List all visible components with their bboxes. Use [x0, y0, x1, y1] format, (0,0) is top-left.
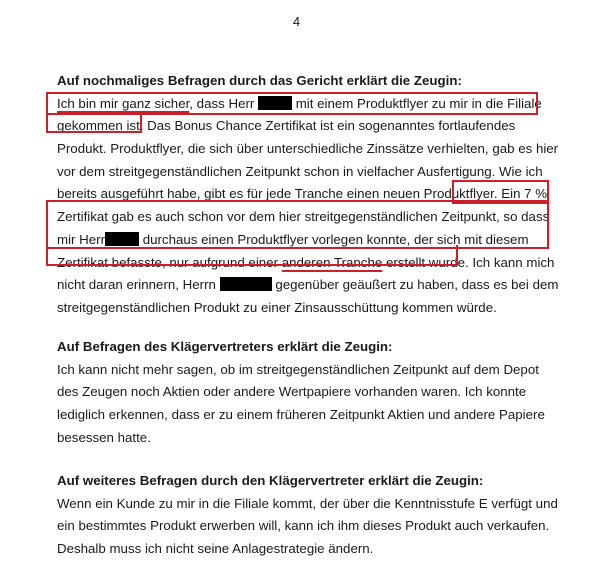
- text-line: ein bestimmtes Produkt erwerben will, kann ich ihm dieses Produkt auch verkaufen.: [57, 518, 550, 534]
- redaction-bar: [220, 277, 272, 291]
- text-segment: Zertifikat gab es auch schon vor dem hier streitgegenständlichen Zeitpunkt, so dass: [57, 209, 550, 225]
- text-segment: nicht daran erinnern, Herrn: [57, 277, 216, 293]
- text-segment: mir Herr: [57, 231, 106, 247]
- text-line: [57, 93, 557, 116]
- text-segment: Zertifikat befasste, nur aufgrund einer: [57, 254, 282, 270]
- text-line: des Zeugen noch Aktien oder andere Wertpapiere vorhanden waren. Ich konnte: [57, 384, 527, 400]
- text-line: [57, 252, 557, 275]
- text-line: Deshalb muss ich nicht seine Anlagestrategie ändern.: [57, 541, 374, 557]
- text-segment: Ich kann mich: [468, 254, 555, 270]
- text-segment: durchaus einen Produktflyer vorlegen konnte, der sich mit diesem: [139, 231, 529, 247]
- section-court-questioning: [57, 70, 557, 320]
- underlined-phrase: anderen Tranche: [281, 254, 383, 270]
- text-line: lediglich erkennen, dass er zu einem früheren Zeitpunkt Aktien und andere Papiere: [57, 407, 545, 423]
- redaction-bar: [105, 232, 139, 246]
- text-segment: streitgegenständlichen Produkt zu einer Zinsausschüttung kommen würde.: [57, 299, 497, 315]
- text-line: [57, 115, 557, 138]
- testimony-paragraph: [57, 493, 557, 561]
- text-line: [57, 297, 557, 320]
- text-segment: Das Bonus Chance Zertifikat ist ein sogenanntes fortlaufendes: [143, 118, 516, 134]
- text-line: [57, 274, 557, 297]
- text-segment: Ein 7 %: [497, 186, 548, 202]
- text-line: [57, 206, 557, 229]
- section-heading: Auf nochmaliges Befragen durch das Gericht erklärt die Zeugin:: [57, 73, 462, 88]
- section-heading: Auf Befragen des Klägervertreters erklärt die Zeugin:: [57, 339, 393, 354]
- text-line: [57, 183, 557, 206]
- text-line: [57, 161, 557, 184]
- text-line: besessen hatte.: [57, 429, 151, 445]
- text-segment: gekommen ist.: [57, 118, 144, 134]
- text-segment: erstellt wurde.: [382, 254, 469, 270]
- page-number: 4: [292, 14, 301, 29]
- testimony-paragraph: [57, 93, 557, 320]
- text-segment: Produkt. Produktflyer, die sich über unterschiedliche Zinssätze verhielten, gab es hier: [57, 141, 559, 157]
- section-further-questioning: [57, 470, 557, 561]
- section-plaintiff-questioning: [57, 336, 557, 449]
- text-segment: , dass Herr: [189, 95, 255, 111]
- section-heading: Auf weiteres Befragen durch den Klägervertreter erklärt die Zeugin:: [57, 473, 484, 488]
- underlined-phrase: Ich bin mir ganz sicher: [57, 95, 190, 111]
- text-segment: bereits ausgeführt habe, gibt es für jede Tranche einen neuen Produktflyer.: [57, 186, 498, 202]
- redaction-bar: [258, 96, 292, 110]
- text-line: Wenn ein Kunde zu mir in die Filiale kommt, der über die Kenntnisstufe E verfügt und: [57, 495, 558, 511]
- testimony-paragraph: [57, 359, 557, 450]
- text-segment: vor dem streitgegenständlichen Zeitpunkt schon in vielfacher Ausfertigung. Wie ich: [57, 163, 543, 179]
- text-segment: gegenüber geäußert zu haben, dass es bei dem: [271, 277, 559, 293]
- text-line: Ich kann nicht mehr sagen, ob im streitgegenständlichen Zeitpunkt auf dem Depot: [57, 361, 539, 377]
- text-segment: mit einem Produktflyer zu mir in die Filiale: [292, 95, 542, 111]
- text-line: [57, 229, 557, 252]
- text-line: [57, 138, 557, 161]
